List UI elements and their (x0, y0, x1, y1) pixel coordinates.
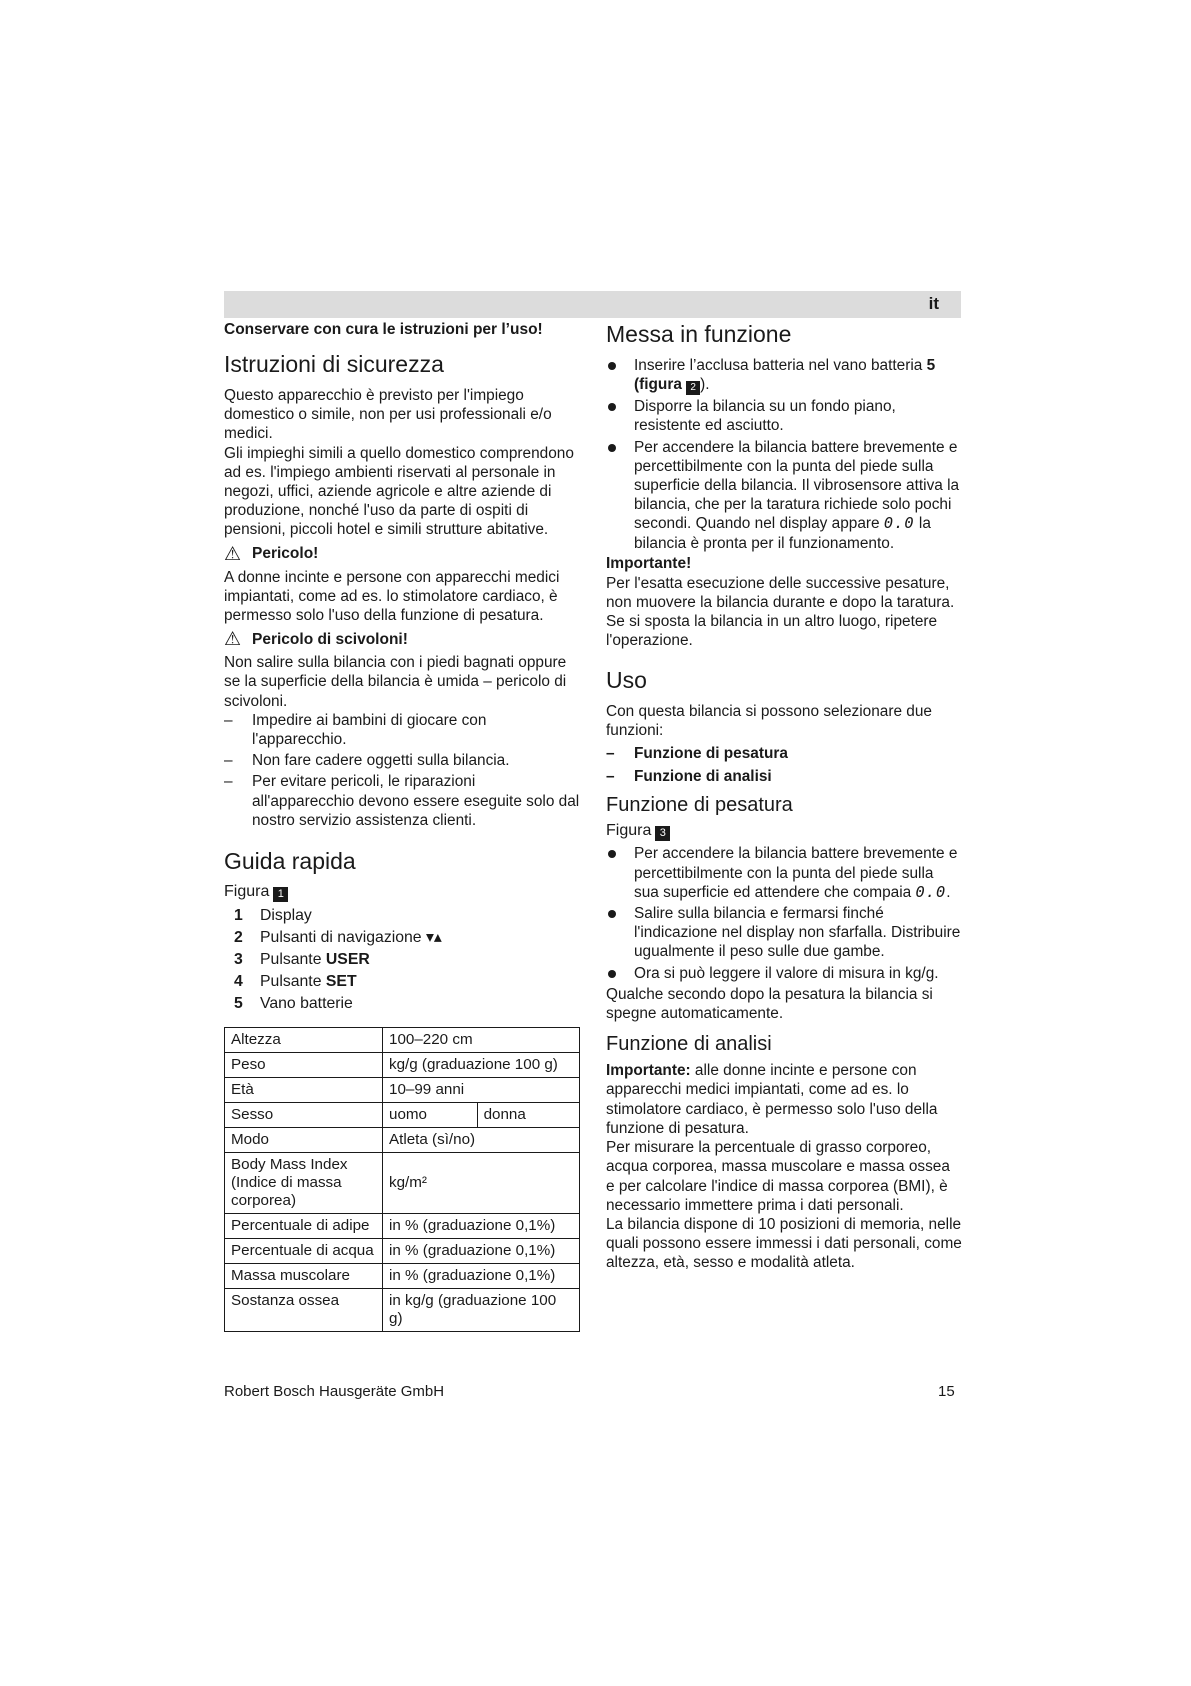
slip-warning (224, 628, 580, 651)
list-item: 5 Vano batterie (234, 995, 353, 1013)
table-row: Altezza 100–220 cm (225, 1028, 580, 1053)
table-row: Percentuale di acqua in % (graduazione 0,1%) (225, 1239, 580, 1264)
list-item: Disporre la bilancia su un fondo piano, resistente ed asciutto. (606, 397, 962, 435)
left-column (224, 321, 580, 1332)
list-item: Per accendere la bilancia battere brevemente e percettibilmente con la punta del piede sulla sua superficie ed attendere che compaia 0.0. (606, 844, 962, 902)
table-row: Peso kg/g (graduazione 100 g) (225, 1053, 580, 1078)
table-row: Percentuale di adipe in % (graduazione 0,1%) (225, 1214, 580, 1239)
parts-list (224, 905, 580, 1015)
table-row: Sostanza ossea in kg/g (graduazione 100 g) (225, 1289, 580, 1332)
uso-list (606, 744, 962, 786)
weighing-list (606, 844, 962, 982)
danger-title: Pericolo! (252, 545, 319, 563)
analysis-paragraph-1: Importante: alle donne incinte e persone con apparecchi medici impiantati, come ad es. lo stimolatore cardiaco, è permesso solo l'uso della funzione di pesatura. (606, 1062, 938, 1137)
list-item: 4 Pulsante SET (234, 973, 357, 991)
important-label: Importante! (606, 554, 692, 572)
list-item: 1 Display (234, 907, 312, 925)
safety-paragraph-1: Questo apparecchio è previsto per l'impiego domestico o simile, non per usi professionali e/o medici. (224, 387, 552, 443)
list-item: 2 Pulsanti di navigazione ▾▴ (234, 929, 442, 947)
danger-warning (224, 543, 580, 566)
table-row: Età 10–99 anni (225, 1078, 580, 1103)
analysis-paragraph-3: La bilancia dispone di 10 posizioni di memoria, nelle quali possono essere immessi i dati personali, come altezza, età, sesso e modalità atleta. (606, 1215, 962, 1272)
right-column (606, 321, 962, 1273)
page-number: 15 (938, 1383, 955, 1400)
safety-paragraph-2: Gli impieghi simili a quello domestico comprendono ad es. l'impiego ambienti riservati al personale in negozi, uffici, aziende agricole e altre aziende di produzione, nonché l'uso da parte di ospiti di pensioni, piccoli hotel e simili strutture abitative. (224, 444, 574, 539)
weighing-heading: Funzione di pesatura (606, 794, 793, 817)
specs-table (224, 1027, 580, 1332)
list-item: Inserire l’acclusa batteria nel vano batteria 5 (figura 2 ). (606, 356, 962, 395)
weighing-after-text: Qualche secondo dopo la pesatura la bilancia si spegne automaticamente. (606, 985, 933, 1023)
figure-number-box: 3 (655, 826, 670, 841)
language-bar (224, 291, 961, 318)
keep-instructions-note: Conservare con cura le istruzioni per l’uso! (224, 321, 543, 338)
table-row: Body Mass Index (Indice di massa corporea) kg/m² (225, 1153, 580, 1214)
table-row: Modo Atleta (sì/no) (225, 1128, 580, 1153)
list-item: 3 Pulsante USER (234, 951, 370, 969)
table-row: Sesso uomo donna (225, 1103, 580, 1128)
list-item: – Impedire ai bambini di giocare con l'apparecchio. (224, 711, 580, 749)
display-readout: 0.0 (915, 882, 947, 901)
figure-number-box: 1 (273, 887, 288, 902)
display-readout: 0.0 (883, 514, 915, 533)
language-tag: it (928, 294, 939, 313)
list-item: – Non fare cadere oggetti sulla bilancia. (224, 751, 580, 770)
list-item: – Funzione di analisi (606, 767, 962, 786)
figure-reference: Figura 3 (606, 822, 962, 841)
warning-triangle-icon: ⚠ (224, 629, 242, 651)
table-row: Massa muscolare in % (graduazione 0,1%) (225, 1264, 580, 1289)
uso-text: Con questa bilancia si possono selezionare due funzioni: (606, 702, 932, 739)
important-text: Per l'esatta esecuzione delle successive pesature, non muovere la bilancia durante e dopo la taratura. Se si sposta la bilancia in un altro luogo, ripetere l'operazione. (606, 574, 955, 650)
safety-heading: Istruzioni di sicurezza (224, 351, 444, 377)
start-list (606, 356, 962, 553)
figure-reference: Figura 1 (224, 883, 580, 902)
danger-text: A donne incinte e persone con apparecchi medici impiantati, come ad es. lo stimolatore cardiaco, è permesso solo l'uso della funzione di pesatura. (224, 568, 560, 625)
list-item: Salire sulla bilancia e fermarsi finché l'indicazione nel display non sfarfalla. Distribuire ugualmente il peso sulle due gambe. (606, 904, 962, 962)
quick-guide-heading: Guida rapida (224, 848, 356, 875)
warning-triangle-icon: ⚠ (224, 543, 242, 565)
list-item: – Funzione di pesatura (606, 744, 962, 763)
list-item: Ora si può leggere il valore di misura in kg/g. (606, 964, 962, 983)
slip-text: Non salire sulla bilancia con i piedi bagnati oppure se la superficie della bilancia è umida – pericolo di scivoloni. (224, 654, 567, 710)
slip-list (224, 711, 580, 830)
analysis-heading: Funzione di analisi (606, 1033, 772, 1056)
start-heading: Messa in funzione (606, 321, 792, 347)
uso-heading: Uso (606, 666, 647, 693)
footer-company: Robert Bosch Hausgeräte GmbH (224, 1383, 445, 1400)
figure-number-box: 2 (686, 381, 700, 395)
list-item: Per accendere la bilancia battere brevemente e percettibilmente con la punta del piede sulla superficie della bilancia. Il vibrosensore attiva la bilancia, che per la taratura richiede solo pochi secondi. Quando nel display appare 0.0 la bilancia è pronta per il funzionamento. (606, 438, 962, 553)
analysis-paragraph-2: Per misurare la percentuale di grasso corporeo, acqua corporea, massa muscolare e massa ossea e per calcolare l'indice di massa corporea (BMI), è necessario immettere prima i dati personali. (606, 1139, 950, 1214)
list-item: – Per evitare pericoli, le riparazioni all'apparecchio devono essere eseguite solo dal nostro servizio assistenza clienti. (224, 772, 580, 830)
slip-title: Pericolo di scivoloni! (252, 630, 408, 648)
